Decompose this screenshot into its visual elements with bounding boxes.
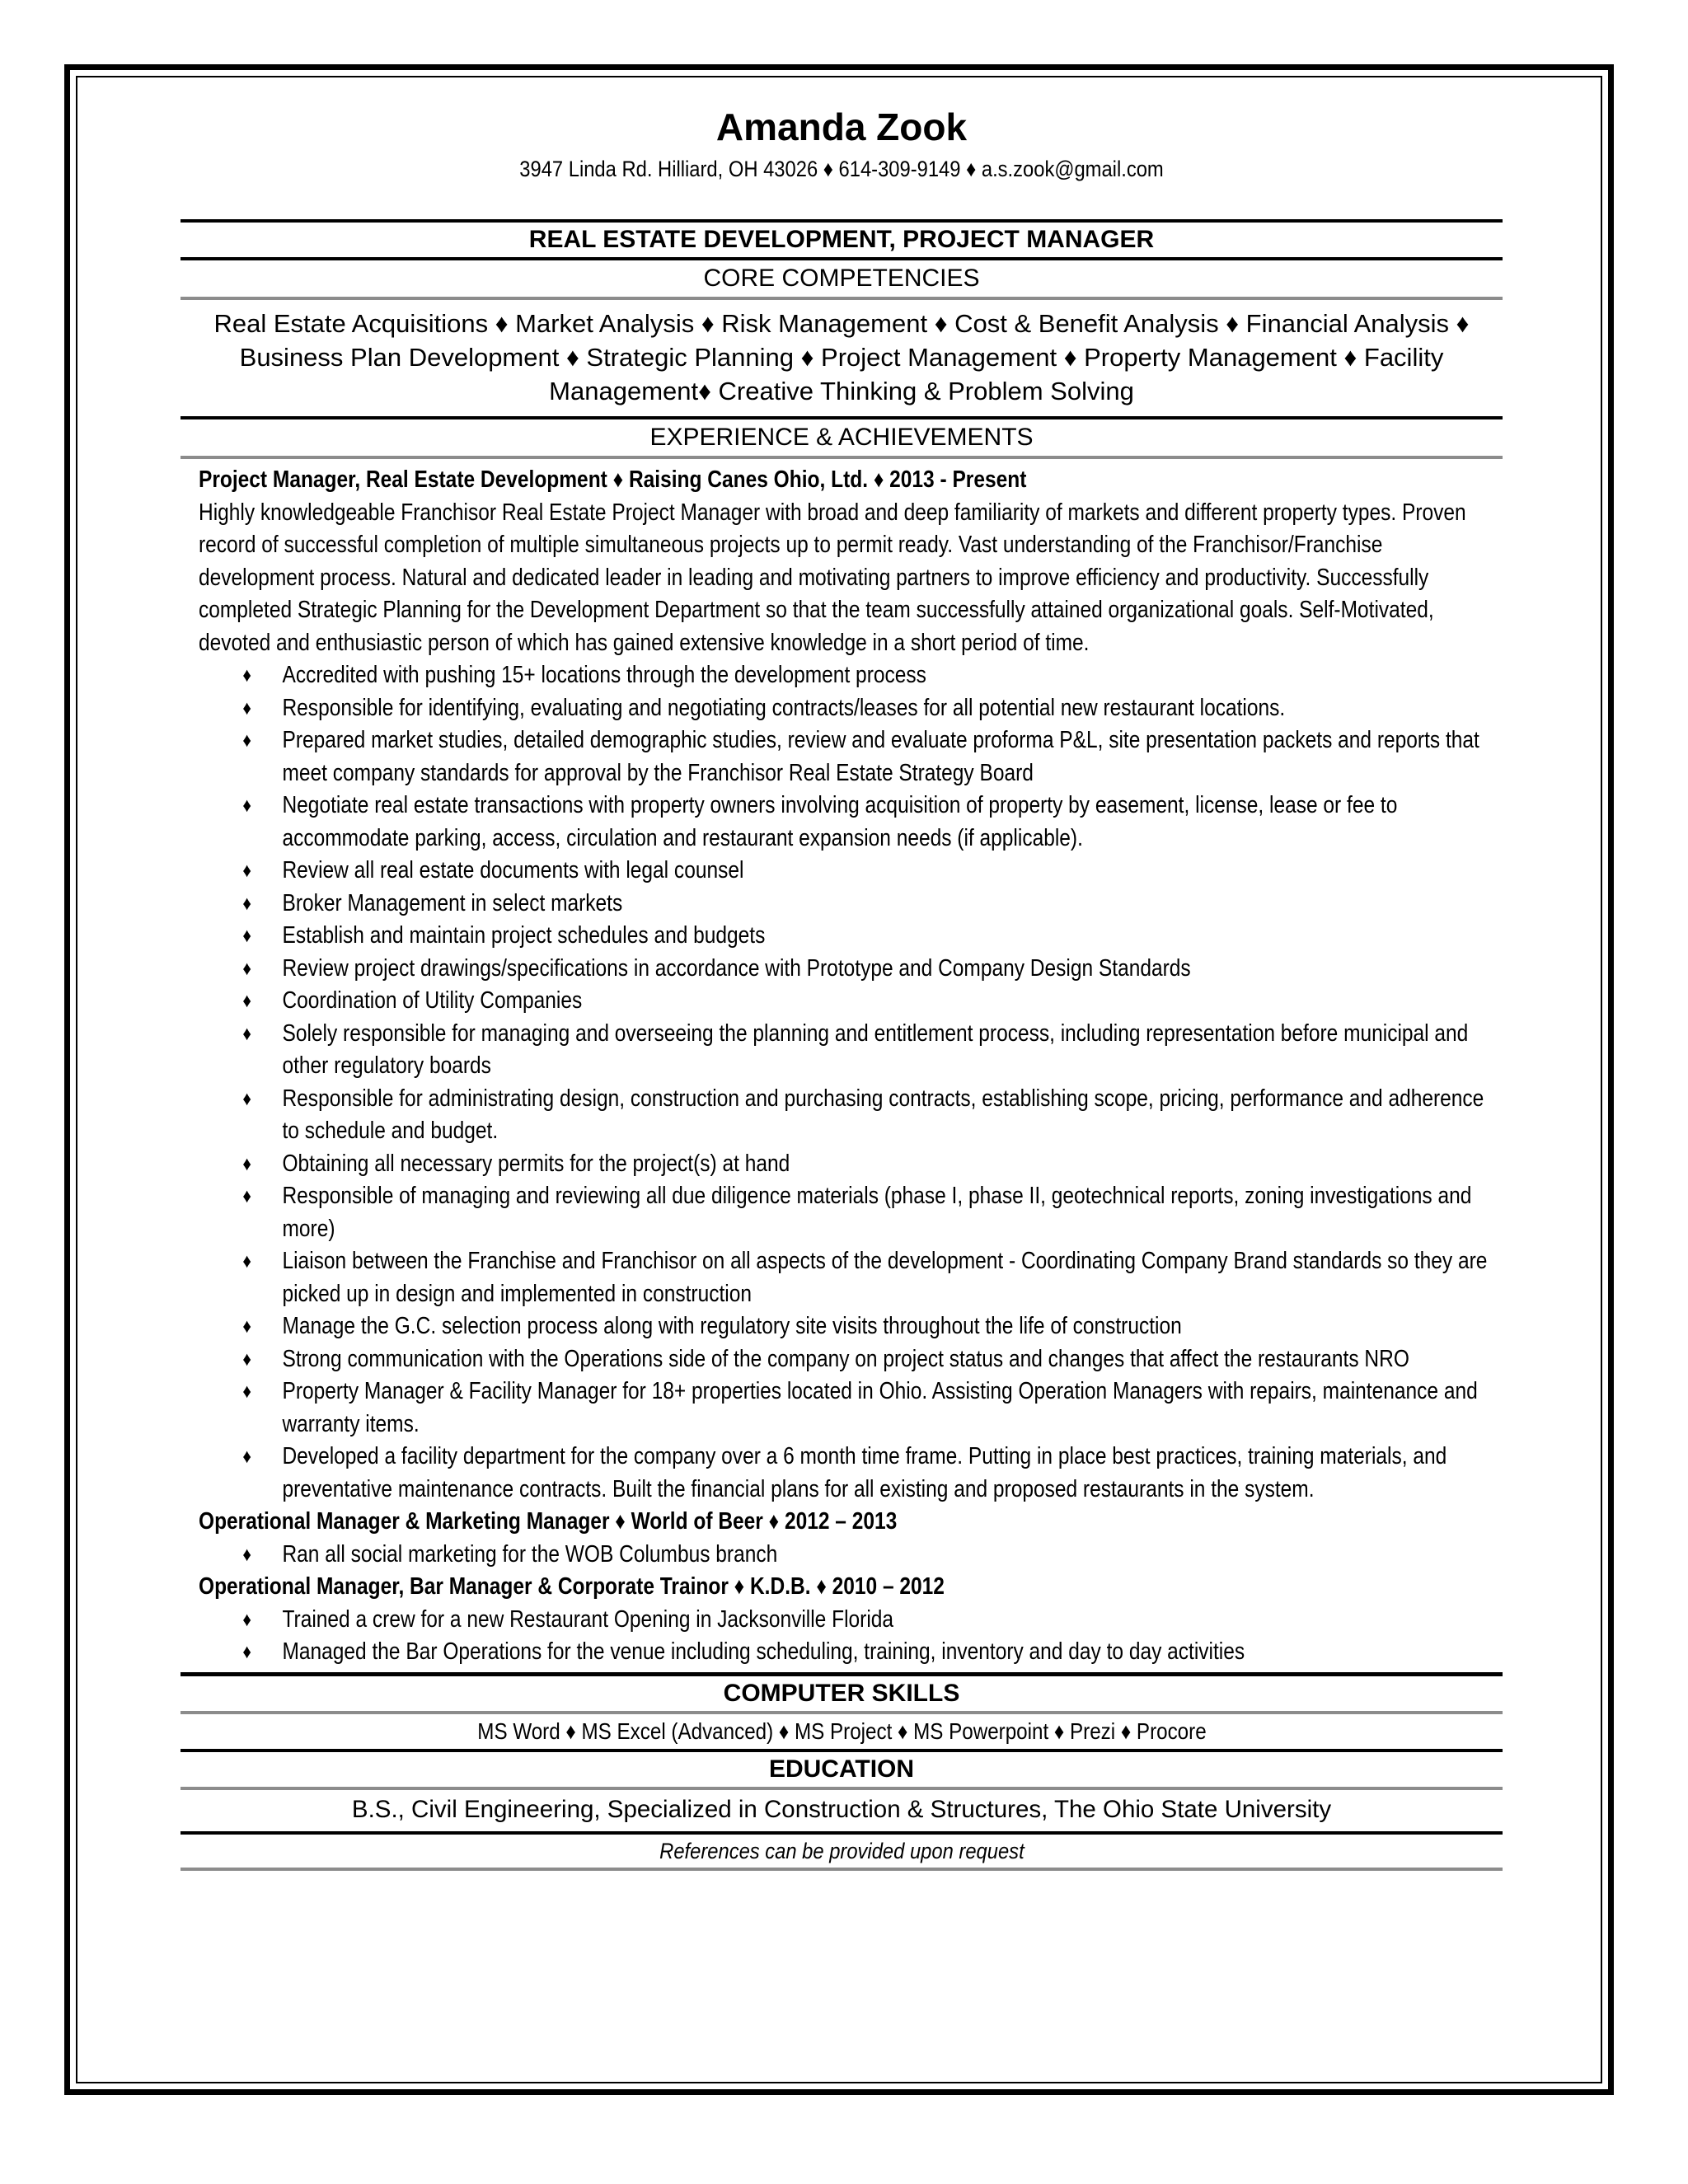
education-entry: B.S., Civil Engineering, Specialized in Construction & Structures, The Ohio State University <box>351 1795 1332 1823</box>
candidate-name: Amanda Zook <box>715 105 968 148</box>
diamond-bullet-icon: ♦ <box>242 1641 251 1663</box>
list-item: ♦ Coordination of Utility Companies <box>282 985 1499 1018</box>
separator-icon: ♦ <box>966 157 977 181</box>
headline: REAL ESTATE DEVELOPMENT, PROJECT MANAGER <box>528 226 1155 253</box>
job-summary: Highly knowledgeable Franchisor Real Estate Project Manager with broad and deep familiarity of markets and different property types. Proven record of successful completion of multiple simultaneous projects up to permit ready. Vast understanding of the Franchisor/Franchise development process. Natural and dedicated leader in leading and motivating partners to improve efficiency and productivity. Successfully completed Strategic Planning for the Development Department so that the team successfully attained organizational goals. Self-Motivated, devoted and enthusiastic person of which has gained extensive knowledge in a short period of time. <box>199 499 1466 656</box>
diamond-bullet-icon: ♦ <box>242 1347 251 1371</box>
computer-skills-list: MS Word ♦ MS Excel (Advanced) ♦ MS Project ♦ MS Powerpoint ♦ Prezi ♦ Procore <box>476 1718 1207 1744</box>
competencies-title: CORE COMPETENCIES <box>703 265 980 292</box>
diamond-bullet-icon: ♦ <box>242 1185 251 1207</box>
list-item: ♦ Obtaining all necessary permits for the project(s) at hand <box>282 1148 1499 1181</box>
diamond-bullet-icon: ♦ <box>242 696 251 719</box>
phone: 614-309-9149 <box>838 157 961 181</box>
list-item: ♦ Review all real estate documents with legal counsel <box>282 855 1499 888</box>
diamond-bullet-icon: ♦ <box>242 990 251 1012</box>
job-title: Operational Manager & Marketing Manager ♦ World of Beer ♦ 2012 – 2013 <box>199 1508 898 1535</box>
list-item: ♦ Property Manager & Facility Manager for 18+ properties located in Ohio. Assisting Operation Managers with repairs, maintenance and warranty items. <box>282 1376 1499 1441</box>
diamond-bullet-icon: ♦ <box>242 1446 251 1468</box>
diamond-bullet-icon: ♦ <box>242 729 251 752</box>
divider <box>181 1868 1503 1871</box>
diamond-bullet-icon: ♦ <box>242 1380 251 1403</box>
diamond-bullet-icon: ♦ <box>242 1250 251 1272</box>
job-bullets <box>199 1604 1499 1669</box>
diamond-bullet-icon: ♦ <box>242 1087 251 1110</box>
contact-line <box>260 155 1423 183</box>
education-title: EDUCATION <box>768 1755 915 1783</box>
diamond-bullet-icon: ♦ <box>242 1022 251 1045</box>
computer-skills-title: COMPUTER SKILLS <box>723 1679 960 1707</box>
list-item: ♦ Solely responsible for managing and overseeing the planning and entitlement process, including representation before municipal and other regulatory boards <box>282 1018 1499 1083</box>
experience-title: EXPERIENCE & ACHIEVEMENTS <box>649 424 1034 451</box>
diamond-bullet-icon: ♦ <box>242 925 251 947</box>
list-item: ♦ Responsible for administrating design, construction and purchasing contracts, establishing scope, pricing, performance and adherence to schedule and budget. <box>282 1083 1499 1148</box>
list-item: ♦ Review project drawings/specifications in accordance with Prototype and Company Design Standards <box>282 953 1499 986</box>
job-title: Operational Manager, Bar Manager & Corporate Trainor ♦ K.D.B. ♦ 2010 – 2012 <box>199 1573 945 1600</box>
diamond-bullet-icon: ♦ <box>242 1315 251 1338</box>
diamond-bullet-icon: ♦ <box>242 794 251 817</box>
job-bullets <box>199 1539 1499 1572</box>
list-item: ♦ Trained a crew for a new Restaurant Opening in Jacksonville Florida <box>282 1604 1499 1637</box>
job-title: Project Manager, Real Estate Development ♦ Raising Canes Ohio, Ltd. ♦ 2013 - Present <box>199 466 1027 493</box>
list-item: ♦ Responsible of managing and reviewing all due diligence materials (phase I, phase II, geotechnical reports, zoning investigations and more) <box>282 1180 1499 1245</box>
list-item: ♦ Prepared market studies, detailed demographic studies, review and evaluate proforma P&L, site presentation packets and reports that meet company standards for approval by the Franchisor Real Estate Strategy Board <box>282 724 1499 790</box>
separator-icon: ♦ <box>823 157 833 181</box>
diamond-bullet-icon: ♦ <box>242 892 251 915</box>
list-item: ♦ Developed a facility department for the company over a 6 month time frame. Putting in place best practices, training materials, and preventative maintenance contracts. Built the financial plans for all existing and proposed restaurants in the system. <box>282 1441 1499 1506</box>
list-item: ♦ Accredited with pushing 15+ locations through the development process <box>282 659 1499 692</box>
list-item: ♦ Broker Management in select markets <box>282 888 1499 921</box>
resume-page <box>181 97 1503 1871</box>
list-item: ♦ Liaison between the Franchise and Franchisor on all aspects of the development - Coordinating Company Brand standards so they are picked up in design and implemented in construction <box>282 1245 1499 1310</box>
diamond-bullet-icon: ♦ <box>242 1608 251 1631</box>
diamond-bullet-icon: ♦ <box>242 957 251 980</box>
diamond-bullet-icon: ♦ <box>242 860 251 882</box>
list-item: ♦ Managed the Bar Operations for the venue including scheduling, training, inventory and day to day activities <box>282 1636 1499 1669</box>
diamond-bullet-icon: ♦ <box>242 1152 251 1175</box>
list-item: ♦ Strong communication with the Operations side of the company on project status and changes that affect the restaurants NRO <box>282 1343 1499 1376</box>
list-item: ♦ Establish and maintain project schedules and budgets <box>282 920 1499 953</box>
references-note: References can be provided upon request <box>659 1838 1025 1863</box>
experience-section <box>181 459 1503 1672</box>
diamond-bullet-icon: ♦ <box>242 1543 251 1566</box>
diamond-bullet-icon: ♦ <box>242 664 251 687</box>
list-item: ♦ Negotiate real estate transactions with property owners involving acquisition of property by easement, license, lease or fee to accommodate parking, access, circulation and restaurant expansion needs (if applicable). <box>282 790 1499 855</box>
list-item: ♦ Responsible for identifying, evaluating and negotiating contracts/leases for all potential new restaurant locations. <box>282 692 1499 725</box>
competencies-list: Real Estate Acquisitions ♦ Market Analysis ♦ Risk Management ♦ Cost & Benefit Analysis ♦ Financial Analysis ♦ Business Plan Development ♦ Strategic Planning ♦ Project Management ♦ Property Management ♦ Facility Management♦ Creative Thinking & Problem Solving <box>213 309 1470 405</box>
list-item: ♦ Manage the G.C. selection process along with regulatory site visits throughout the life of construction <box>282 1310 1499 1343</box>
job-bullets <box>199 659 1499 1506</box>
list-item: ♦ Ran all social marketing for the WOB Columbus branch <box>282 1539 1499 1572</box>
address: 3947 Linda Rd. Hilliard, OH 43026 <box>519 157 818 181</box>
email: a.s.zook@gmail.com <box>981 157 1164 181</box>
